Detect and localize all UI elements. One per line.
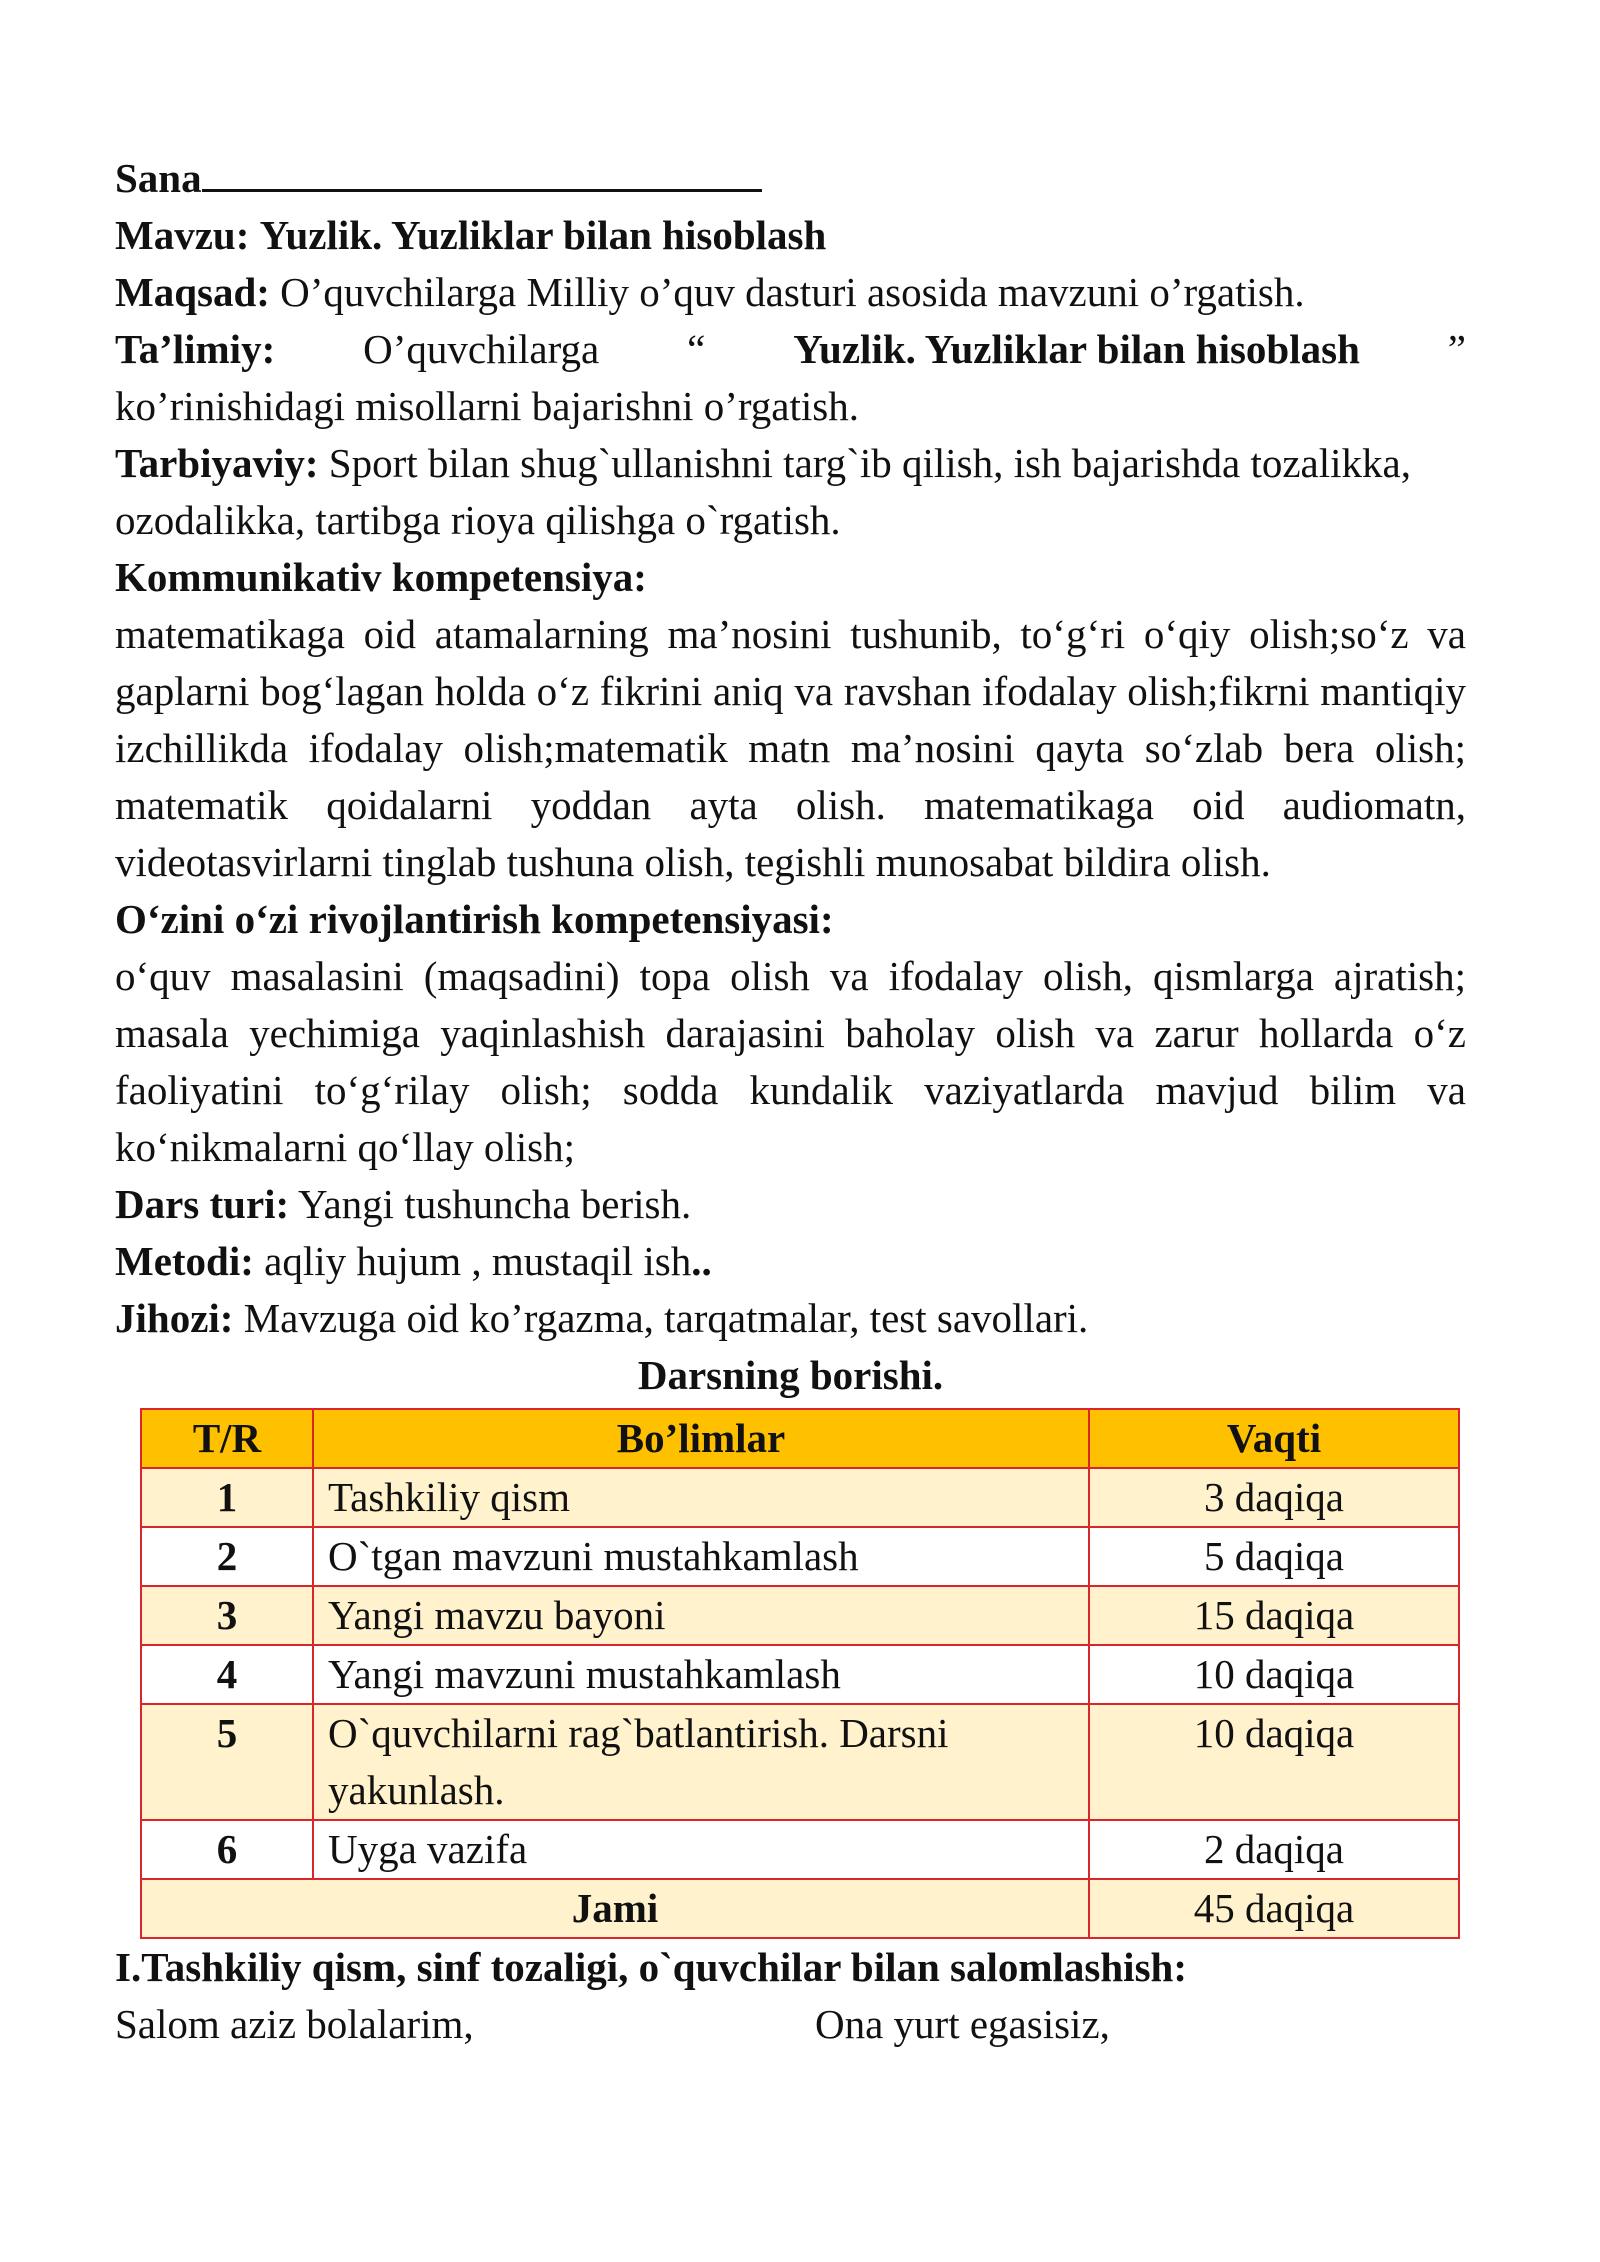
table-total-row bbox=[141, 1879, 1459, 1938]
talimiy-text-b: ko’rinishidagi misollarni bajarishni o’rgatish. bbox=[115, 383, 859, 429]
borishi-title bbox=[115, 1347, 1466, 1404]
sana-label: Sana bbox=[115, 155, 202, 201]
row-time: 10 daqiqa bbox=[1089, 1645, 1459, 1704]
row-section: Yangi mavzu bayoni bbox=[313, 1586, 1089, 1645]
table-row bbox=[141, 1527, 1459, 1586]
sana-line bbox=[115, 150, 1466, 207]
jihozi-label: Jihozi: bbox=[115, 1295, 234, 1341]
talimiy-topic: Yuzlik. Yuzliklar bilan hisoblash bbox=[793, 326, 1360, 372]
row-time: 3 daqiqa bbox=[1089, 1468, 1459, 1527]
header-num: T/R bbox=[141, 1409, 313, 1468]
maqsad-line bbox=[115, 264, 1466, 321]
kommunikativ-text: matematikaga oid atamalarning ma’nosini tushunib, to‘g‘ri o‘qiy olish;so‘z va gaplarni bog‘lagan holda o‘z fikrini aniq va ravshan ifodalay olish;fikrni mantiqiy izchillikda ifodalay olish;matematik matn ma’nosini qayta so‘zlab bera olish; matematik qoidalarni yoddan ayta olish. matematikaga oid audiomatn, videotasvirlarni tinglab tushuna olish, tegishli munosabat bildira olish. bbox=[115, 611, 1466, 885]
maqsad-label: Maqsad: bbox=[115, 269, 270, 315]
maqsad-text: O’quvchilarga Milliy o’quv dasturi asosida mavzuni o’rgatish. bbox=[280, 269, 1305, 315]
kommunikativ-heading bbox=[115, 549, 1466, 606]
row-section: Uyga vazifa bbox=[313, 1820, 1089, 1879]
dars-turi-text: Yangi tushuncha berish. bbox=[297, 1181, 692, 1227]
talimiy-open-quote: “ bbox=[687, 326, 706, 372]
table-header-row bbox=[141, 1409, 1459, 1468]
table-row bbox=[141, 1468, 1459, 1527]
total-time: 45 daqiqa bbox=[1089, 1879, 1459, 1938]
row-time: 10 daqiqa bbox=[1089, 1704, 1459, 1820]
section-one-heading bbox=[115, 1939, 1466, 1996]
lesson-plan-table bbox=[140, 1408, 1460, 1939]
row-num: 4 bbox=[141, 1645, 313, 1704]
greeting-line1: Salom aziz bolalarim, bbox=[115, 2001, 474, 2047]
jihozi-text: Mavzuga oid ko’rgazma, tarqatmalar, test savollari. bbox=[243, 1295, 1089, 1341]
talimiy-text-a: O’quvchilarga bbox=[363, 326, 600, 372]
row-num: 5 bbox=[141, 1704, 313, 1820]
row-time: 5 daqiqa bbox=[1089, 1527, 1459, 1586]
sana-blank bbox=[202, 153, 762, 192]
row-num: 2 bbox=[141, 1527, 313, 1586]
total-label: Jami bbox=[141, 1879, 1089, 1938]
metodi-text: aqliy hujum , mustaqil ish bbox=[264, 1238, 692, 1284]
greeting-line bbox=[115, 1996, 1466, 2053]
mavzu-text: Yuzlik. Yuzliklar bilan hisoblash bbox=[259, 212, 827, 258]
row-section: Tashkiliy qism bbox=[313, 1468, 1089, 1527]
talimiy-close-quote: ” bbox=[1447, 326, 1466, 372]
section-one-heading-text: I.Tashkiliy qism, sinf tozaligi, o`quvchilar bilan salomlashish: bbox=[115, 1944, 1187, 1990]
row-num: 1 bbox=[141, 1468, 313, 1527]
metodi-tail: .. bbox=[691, 1238, 712, 1284]
metodi-label: Metodi: bbox=[115, 1238, 254, 1284]
table-row bbox=[141, 1820, 1459, 1879]
row-section: Yangi mavzuni mustahkamlash bbox=[313, 1645, 1089, 1704]
greeting-line2: Ona yurt egasisiz, bbox=[815, 2001, 1110, 2047]
row-section: O`tgan mavzuni mustahkamlash bbox=[313, 1527, 1089, 1586]
table-row bbox=[141, 1704, 1459, 1820]
borishi-title-text: Darsning borishi. bbox=[637, 1352, 944, 1398]
mavzu-line bbox=[115, 207, 1466, 264]
row-num: 6 bbox=[141, 1820, 313, 1879]
row-section: O`quvchilarni rag`batlantirish. Darsni yakunlash. bbox=[313, 1704, 1089, 1820]
table-row bbox=[141, 1645, 1459, 1704]
table-row bbox=[141, 1586, 1459, 1645]
row-num: 3 bbox=[141, 1586, 313, 1645]
tarbiyaviy-label: Tarbiyaviy: bbox=[115, 440, 319, 486]
metodi-line bbox=[115, 1233, 1466, 1290]
mavzu-label: Mavzu: bbox=[115, 212, 250, 258]
tarbiyaviy-line bbox=[115, 435, 1466, 549]
ozini-text: o‘quv masalasini (maqsadini) topa olish va ifodalay olish, qismlarga ajratish; masala yechimiga yaqinlashish darajasini baholay olish va zarur hollarda o‘z faoliyatini to‘g‘rilay olish; sodda kundalik vaziyatlarda mavjud bilim va ko‘nikmalarni qo‘llay olish; bbox=[115, 953, 1466, 1170]
kommunikativ-heading-text: Kommunikativ kompetensiya: bbox=[115, 554, 647, 600]
row-time: 2 daqiqa bbox=[1089, 1820, 1459, 1879]
dars-turi-line bbox=[115, 1176, 1466, 1233]
ozini-heading bbox=[115, 891, 1466, 948]
row-time: 15 daqiqa bbox=[1089, 1586, 1459, 1645]
talimiy-label: Ta’limiy: bbox=[115, 326, 276, 372]
tarbiyaviy-text: Sport bilan shug`ullanishni targ`ib qilish, ish bajarishda tozalikka, ozodalikka, tartibga rioya qilishga o`rgatish. bbox=[115, 440, 1411, 543]
header-section: Bo’limlar bbox=[313, 1409, 1089, 1468]
jihozi-line bbox=[115, 1290, 1466, 1347]
ozini-heading-text: O‘zini o‘zi rivojlantirish kompetensiyasi: bbox=[115, 896, 834, 942]
header-time: Vaqti bbox=[1089, 1409, 1459, 1468]
talimiy-line bbox=[115, 321, 1466, 378]
dars-turi-label: Dars turi: bbox=[115, 1181, 290, 1227]
